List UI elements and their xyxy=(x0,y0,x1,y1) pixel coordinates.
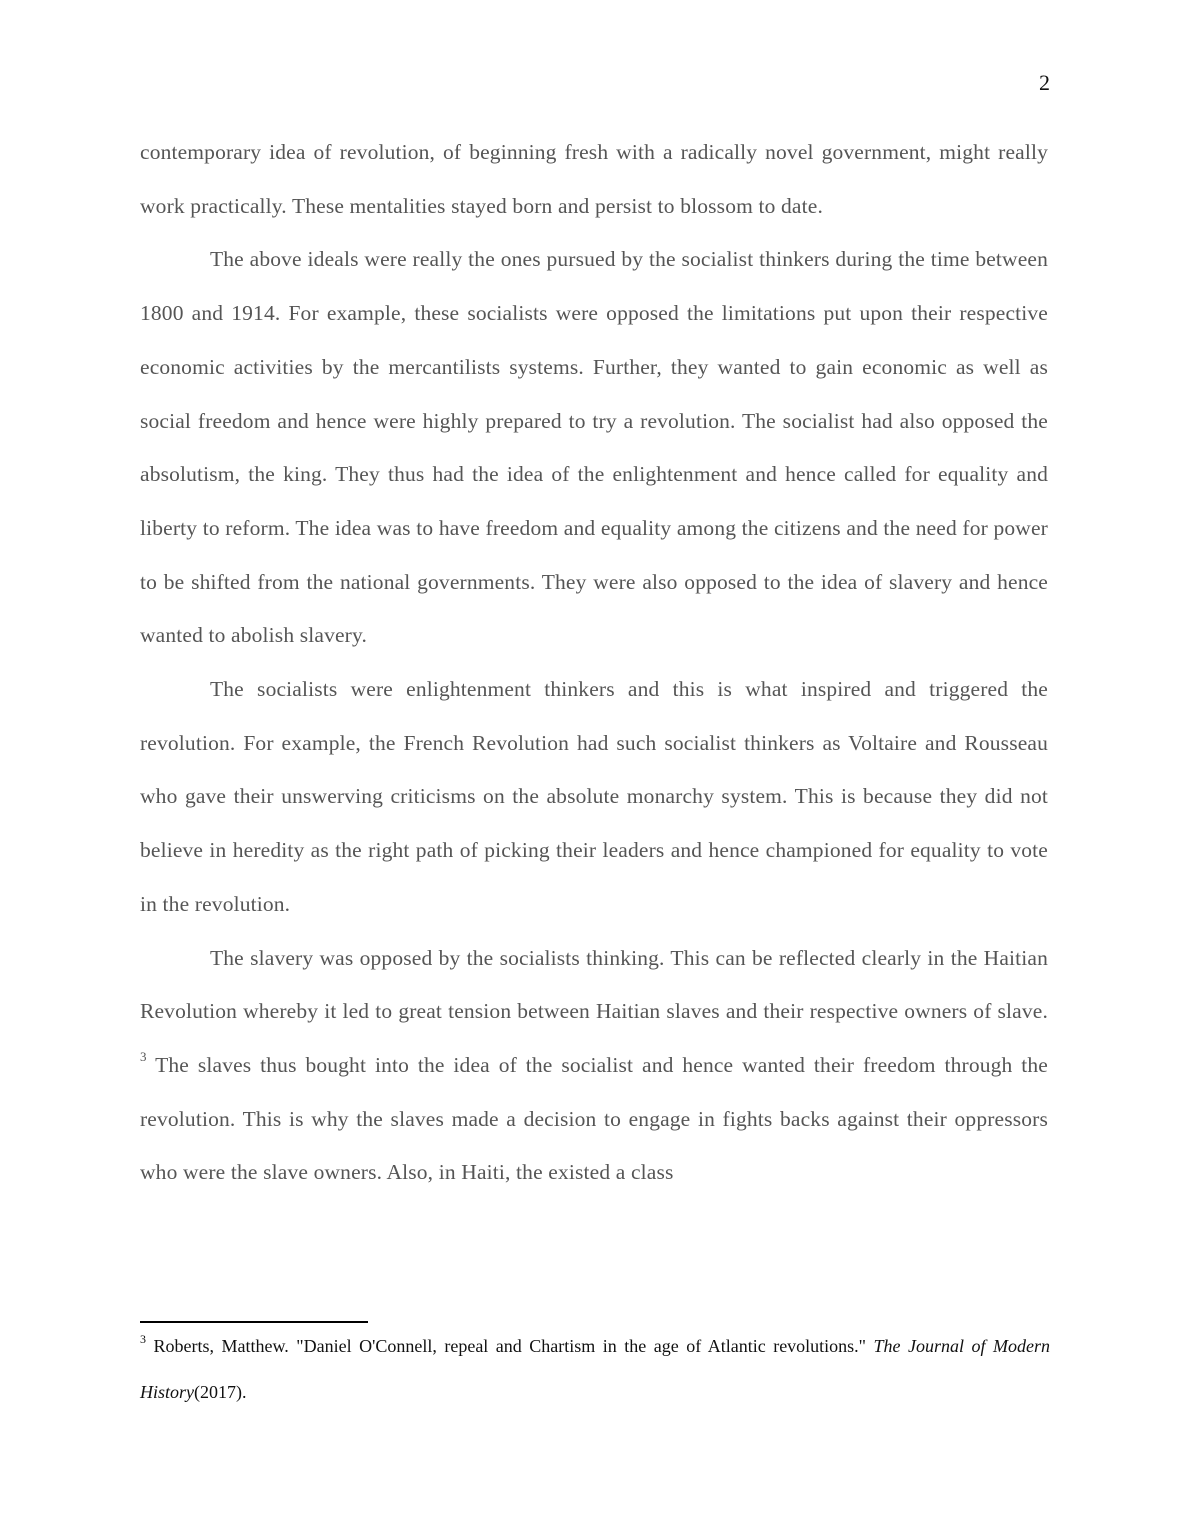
footnote-year: (2017). xyxy=(194,1382,247,1402)
footnote xyxy=(140,1323,1050,1415)
footnote-citation-text: Roberts, Matthew. "Daniel O'Connell, repeal and Chartism in the age of Atlantic revolutions." xyxy=(146,1336,874,1356)
paragraph-4-text-start: The slavery was opposed by the socialists thinking. This can be reflected clearly in the Haitian Revolution whereby it led to great tension between Haitian slaves and their respective owners of slave. xyxy=(140,945,1048,1024)
paragraph-4-text-end: The slaves thus bought into the idea of the socialist and hence wanted their freedom through the revolution. This is why the slaves made a decision to engage in fights backs against their oppressors who were the slave owners. Also, in Haiti, the existed a class xyxy=(140,1052,1048,1185)
paragraph-1: contemporary idea of revolution, of beginning fresh with a radically novel government, might really work practically. These mentalities stayed born and persist to blossom to date. xyxy=(140,140,1048,218)
footnote-journal-title: The Journal of Modern History xyxy=(140,1336,1050,1402)
page-number: 2 xyxy=(1039,70,1050,95)
paragraph-2: The above ideals were really the ones pursued by the socialist thinkers during the time between 1800 and 1914. For example, these socialists were opposed the limitations put upon their respective economic activities by the mercantilists systems. Further, they wanted to gain economic as well as social freedom and hence were highly prepared to try a revolution. The socialist had also opposed the absolutism, the king. They thus had the idea of the enlightenment and hence called for equality and liberty to reform. The idea was to have freedom and equality among the citizens and the need for power to be shifted from the national governments. They were also opposed to the idea of slavery and hence wanted to abolish slavery. xyxy=(140,247,1048,648)
footnote-reference[interactable]: 3 xyxy=(140,1048,147,1064)
document-body xyxy=(140,126,1048,1200)
paragraph-4 xyxy=(140,932,1048,1201)
footnote-number: 3 xyxy=(140,1332,146,1346)
paragraph-3: The socialists were enlightenment thinkers and this is what inspired and triggered the revolution. For example, the French Revolution had such socialist thinkers as Voltaire and Rousseau who gave their unswerving criticisms on the absolute monarchy system. This is because they did not believe in heredity as the right path of picking their leaders and hence championed for equality to vote in the revolution. xyxy=(140,677,1048,916)
